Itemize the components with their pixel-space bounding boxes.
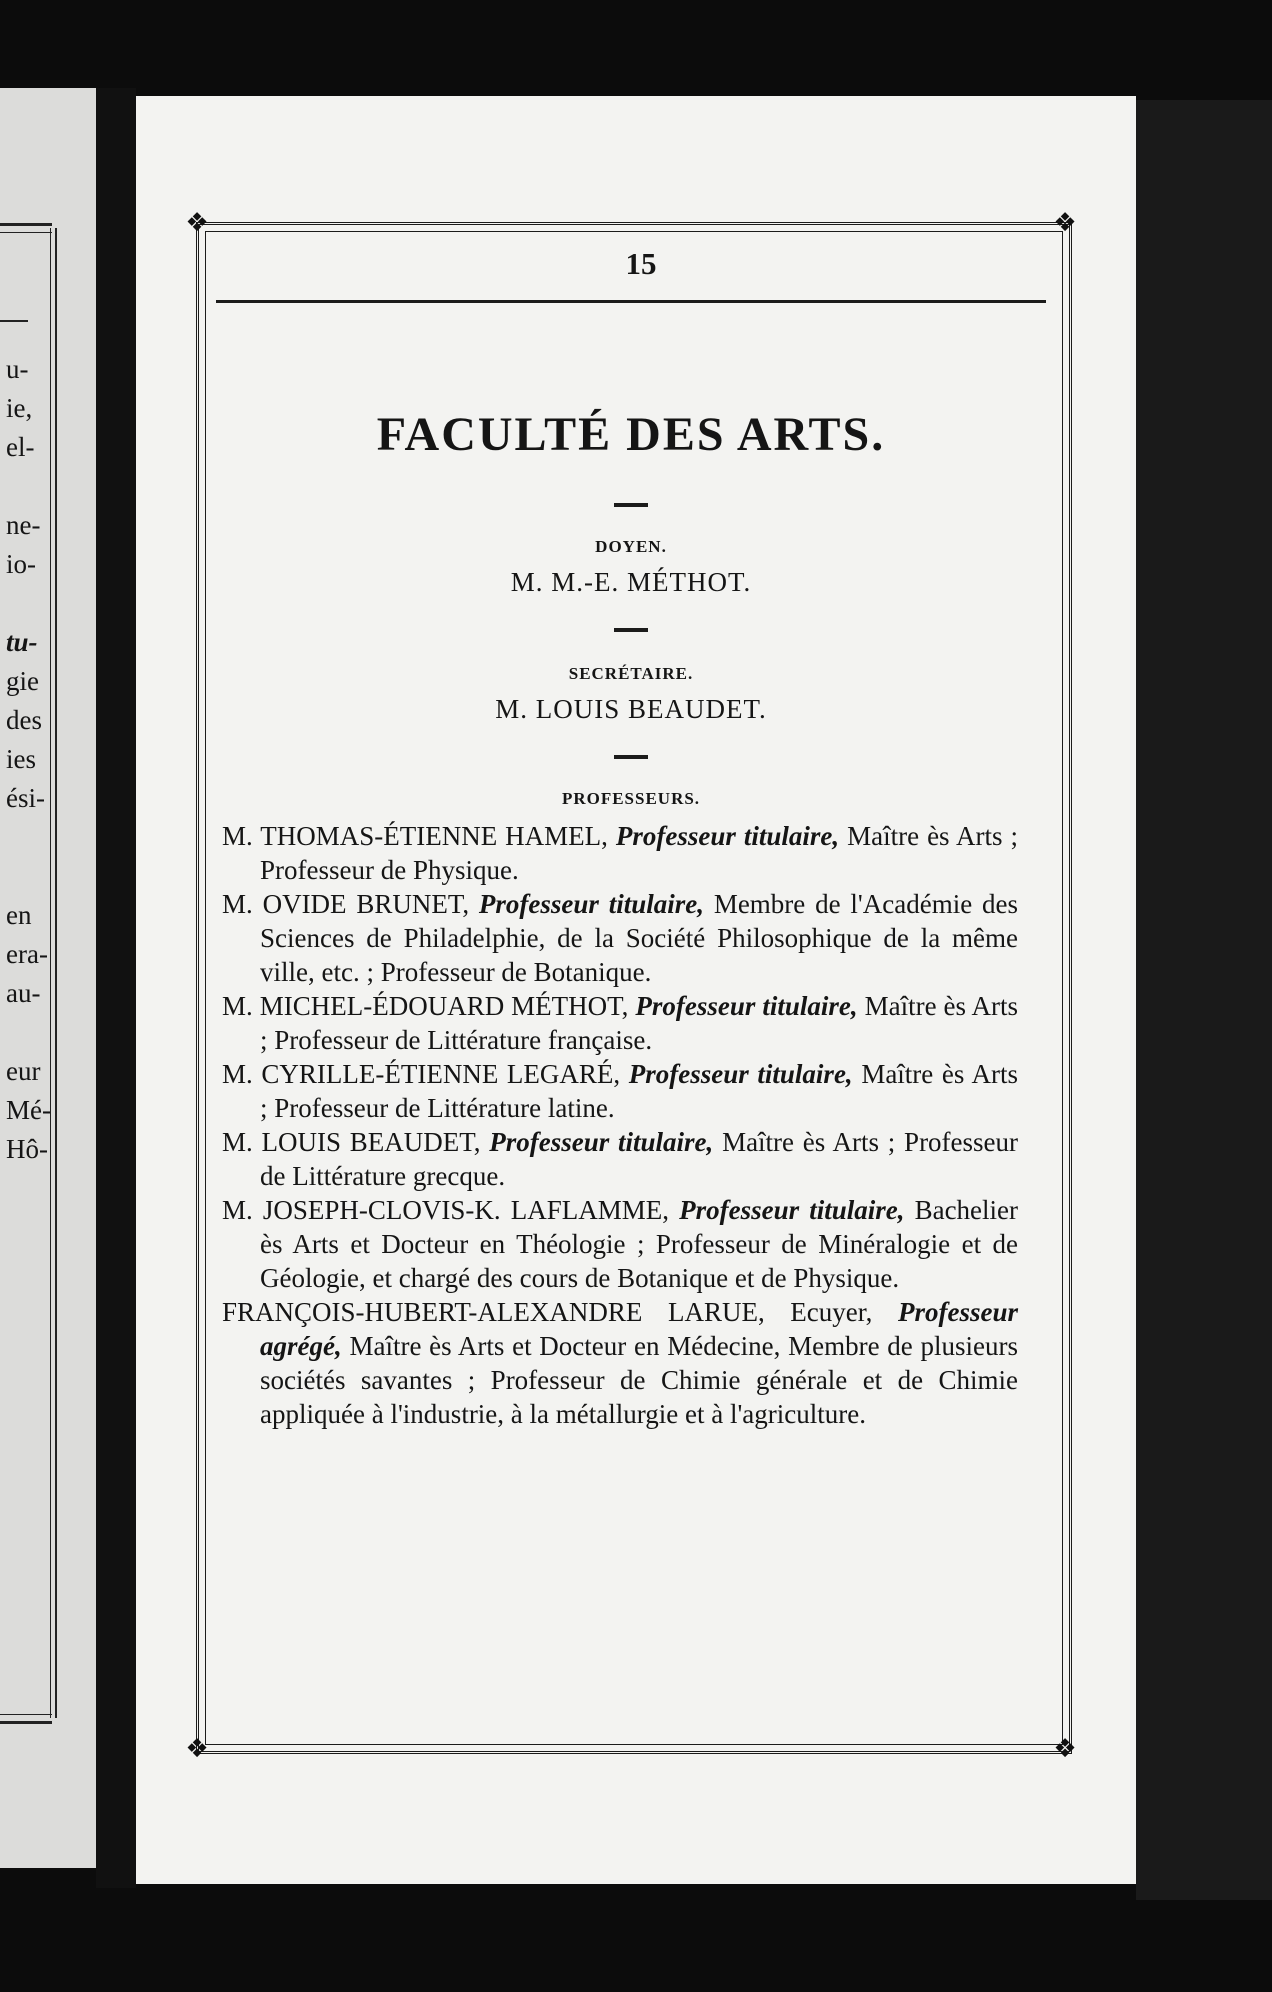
fragment-line (6, 584, 51, 623)
professeur-entry (222, 1193, 1018, 1295)
professeur-name: M. JOSEPH-CLOVIS-K. LAFLAMME, (222, 1195, 669, 1225)
professeur-title: Professeur agrégé, (260, 1297, 1018, 1361)
section-dash (614, 755, 648, 759)
fragment-line: el- (6, 432, 35, 462)
fragment-line: ési- (6, 783, 45, 813)
professeur-entry (222, 989, 1018, 1057)
page-number: 15 (625, 246, 657, 281)
fragment-line: u- (6, 354, 29, 384)
professeur-details: Membre de l'Académie des Sciences de Philadelphie, de la Société Philosophique de la même ville, etc. ; Professeur de Botanique. (260, 889, 1018, 987)
fragment-line: en (6, 900, 32, 930)
page-title: FACULTÉ DES ARTS. (376, 408, 886, 461)
professeur-title: Professeur titulaire, (628, 1059, 853, 1089)
book-gutter (96, 88, 136, 1888)
fragment-line: io- (6, 549, 36, 579)
fragment-line: gie (6, 666, 39, 696)
professeur-details: Maître ès Arts ; Professeur de Littérature grecque. (260, 1127, 1019, 1191)
secretaire-label: SECRÉTAIRE. (568, 664, 694, 683)
professeur-name: M. THOMAS-ÉTIENNE HAMEL, (222, 821, 608, 851)
fragment-line: Hô- (6, 1134, 48, 1164)
professeur-details: Bachelier ès Arts et Docteur en Théologie ; Professeur de Minéralogie et de Géologie, et chargé des cours de Botanique et de Physique. (260, 1195, 1019, 1293)
professeur-entry (222, 1125, 1018, 1193)
professeur-details: Maître ès Arts ; Professeur de Littérature latine. (260, 1059, 1019, 1123)
corner-ornament-icon: ❖ (1053, 208, 1077, 238)
section-dash (614, 628, 648, 632)
fragment-line (6, 1013, 51, 1052)
professeur-title: Professeur titulaire, (615, 821, 840, 851)
page-content (198, 246, 1064, 1431)
professeur-name: FRANÇOIS-HUBERT-ALEXANDRE LARUE, Ecuyer, (222, 1297, 873, 1327)
professeur-name: M. CYRILLE-ÉTIENNE LEGARÉ, (222, 1059, 621, 1089)
corner-ornament-icon: ❖ (1053, 1734, 1077, 1764)
facing-page-frame-bottom (0, 1714, 52, 1724)
professeur-title: Professeur titulaire, (635, 991, 858, 1021)
fragment-line: ies (6, 744, 36, 774)
professeur-details: Maître ès Arts et Docteur en Médecine, Membre de plusieurs sociétés savantes ; Professeur de Chimie générale et de Chimie appliquée à l'industrie, à la métallurgie et à l'agriculture. (260, 1331, 1019, 1429)
fragment-line: tu- (6, 627, 38, 657)
professeur-entry (222, 1057, 1018, 1125)
professeur-entry (222, 819, 1018, 887)
section-dash (614, 503, 648, 507)
fragment-line: era- (6, 939, 48, 969)
professeur-details: Maître ès Arts ; Professeur de Physique. (260, 821, 1019, 885)
doyen-name: M. M.-E. MÉTHOT. (510, 567, 752, 597)
fragment-line: eur (6, 1056, 41, 1086)
professeur-title: Professeur titulaire, (478, 889, 704, 919)
professeur-entry (222, 1295, 1018, 1431)
secretaire-name: M. LOUIS BEAUDET. (495, 694, 767, 724)
doyen-label: DOYEN. (595, 537, 667, 556)
professeur-title: Professeur titulaire, (489, 1127, 714, 1157)
corner-ornament-icon: ❖ (185, 208, 209, 238)
book-page (136, 96, 1136, 1884)
professeur-name: M. LOUIS BEAUDET, (222, 1127, 481, 1157)
professeur-details: Maître ès Arts ; Professeur de Littérature française. (260, 991, 1018, 1055)
professeur-name: M. MICHEL-ÉDOUARD MÉTHOT, (222, 991, 629, 1021)
fragment-line: ie, (6, 393, 33, 423)
fragment-line (6, 467, 51, 506)
facing-page-text-fragments (6, 350, 51, 1169)
professeur-title: Professeur titulaire, (679, 1195, 905, 1225)
fragment-line (6, 857, 51, 896)
professeur-entry (222, 887, 1018, 989)
fragment-line: au- (6, 978, 41, 1008)
professeurs-list (222, 819, 1018, 1431)
fragment-line (6, 818, 51, 857)
professeur-name: M. OVIDE BRUNET, (222, 889, 470, 919)
fragment-line: ne- (6, 510, 41, 540)
fragment-line: des (6, 705, 42, 735)
header-rule (216, 300, 1046, 303)
facing-page-rule (0, 320, 28, 322)
facing-page (0, 88, 96, 1868)
book-edge (1136, 100, 1272, 1900)
professeurs-label: PROFESSEURS. (561, 789, 701, 808)
facing-page-frame-side (50, 228, 57, 1718)
facing-page-frame-top (0, 223, 52, 233)
fragment-line: Mé- (6, 1095, 51, 1125)
corner-ornament-icon: ❖ (185, 1734, 209, 1764)
